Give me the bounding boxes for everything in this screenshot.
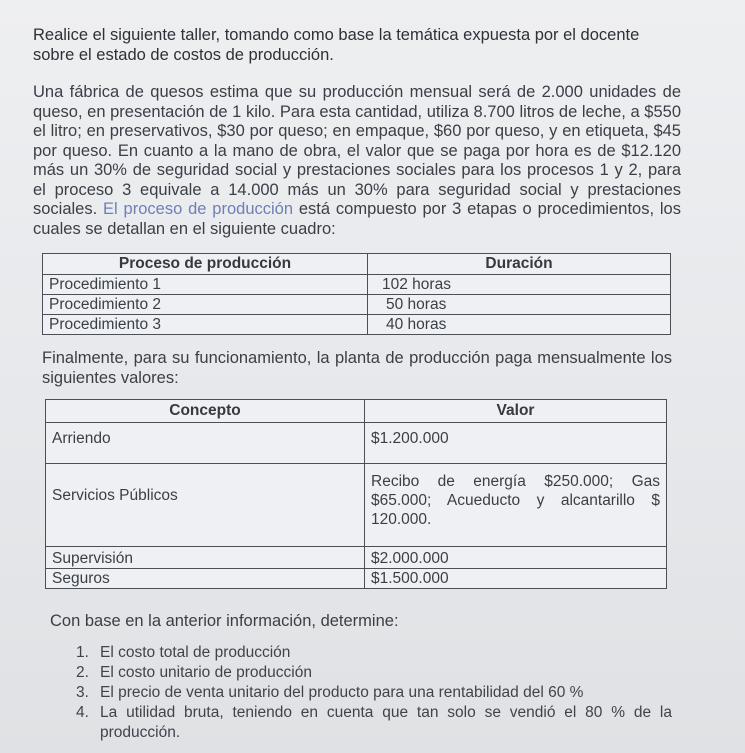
table-row bbox=[46, 464, 667, 547]
table-row bbox=[43, 315, 671, 335]
item-text: El costo total de producción bbox=[100, 644, 291, 661]
column-header: Proceso de producción bbox=[43, 254, 368, 275]
item-number: 1. bbox=[76, 644, 89, 661]
list-item bbox=[72, 663, 672, 683]
list-item bbox=[72, 643, 672, 663]
value-cell: $1.500.000 bbox=[365, 569, 667, 589]
column-header: Concepto bbox=[46, 400, 365, 423]
item-number: 2. bbox=[76, 664, 89, 681]
column-header: Valor bbox=[365, 400, 667, 423]
process-name: Procedimiento 2 bbox=[43, 295, 368, 315]
highlighted-phrase: El proceso de producción bbox=[103, 200, 294, 218]
process-table bbox=[42, 253, 671, 335]
column-header: Duración bbox=[368, 254, 671, 275]
problem-text: Una fábrica de quesos estima que su producción mensual será de 2.000 unidades de queso, en presentación de 1 kilo. Para esta cantidad, utiliza 8.700 litros de leche, a $550 el litro; en preservativos, $30 por queso; en empaque, $60 por queso, y en etiqueta, $45 por queso. En cuanto a la mano de obra, el valor que se paga por hora es de $12.120 más un 30% de seguridad social y prestaciones sociales para los procesos 1 y 2, para el proceso 3 equivale a 14.000 más un 30% para seguridad social y prestaciones sociales. bbox=[33, 83, 681, 218]
task-list bbox=[72, 643, 672, 743]
process-name: Procedimiento 1 bbox=[43, 275, 368, 295]
value-cell: Recibo de energía $250.000; Gas $65.000; Acueducto y alcantarillo $ 120.000. bbox=[365, 464, 667, 547]
process-name: Procedimiento 3 bbox=[43, 315, 368, 335]
process-duration: 50 horas bbox=[368, 295, 671, 315]
list-item bbox=[72, 703, 672, 743]
concept-cell: Servicios Públicos bbox=[46, 464, 365, 547]
list-item bbox=[72, 683, 672, 703]
item-text: El costo unitario de producción bbox=[100, 664, 312, 681]
process-duration: 40 horas bbox=[368, 315, 671, 335]
final-paragraph: Finalmente, para su funcionamiento, la planta de producción paga mensualmente los siguientes valores: bbox=[42, 349, 672, 387]
table-row bbox=[46, 423, 667, 464]
item-number: 4. bbox=[76, 704, 89, 721]
concept-cell: Supervisión bbox=[46, 547, 365, 569]
item-text: La utilidad bruta, teniendo en cuenta que tan solo se vendió el 80 % de la producción. bbox=[100, 704, 672, 741]
problem-paragraph bbox=[33, 83, 681, 239]
problem-text-end: está compuesto por 3 etapas o procedimientos, los cuales se detallan en el siguiente cuadro: bbox=[33, 200, 681, 238]
process-duration: 102 horas bbox=[368, 275, 671, 295]
cost-table bbox=[45, 399, 667, 589]
table-row bbox=[43, 295, 671, 315]
instruction-text: Con base en la anterior información, determine: bbox=[50, 612, 399, 630]
table-row bbox=[43, 275, 671, 295]
concept-cell: Arriendo bbox=[46, 423, 365, 464]
value-cell: $1.200.000 bbox=[365, 423, 667, 464]
table-row bbox=[46, 569, 667, 589]
item-text: El precio de venta unitario del producto para una rentabilidad del 60 % bbox=[100, 684, 584, 701]
concept-cell: Seguros bbox=[46, 569, 365, 589]
table-row bbox=[46, 547, 667, 569]
value-cell: $2.000.000 bbox=[365, 547, 667, 569]
table-header-row bbox=[43, 254, 671, 275]
item-number: 3. bbox=[76, 684, 89, 701]
table-header-row bbox=[46, 400, 667, 423]
intro-paragraph: Realice el siguiente taller, tomando como base la temática expuesta por el docente sobre el estado de costos de producción. bbox=[33, 26, 640, 64]
